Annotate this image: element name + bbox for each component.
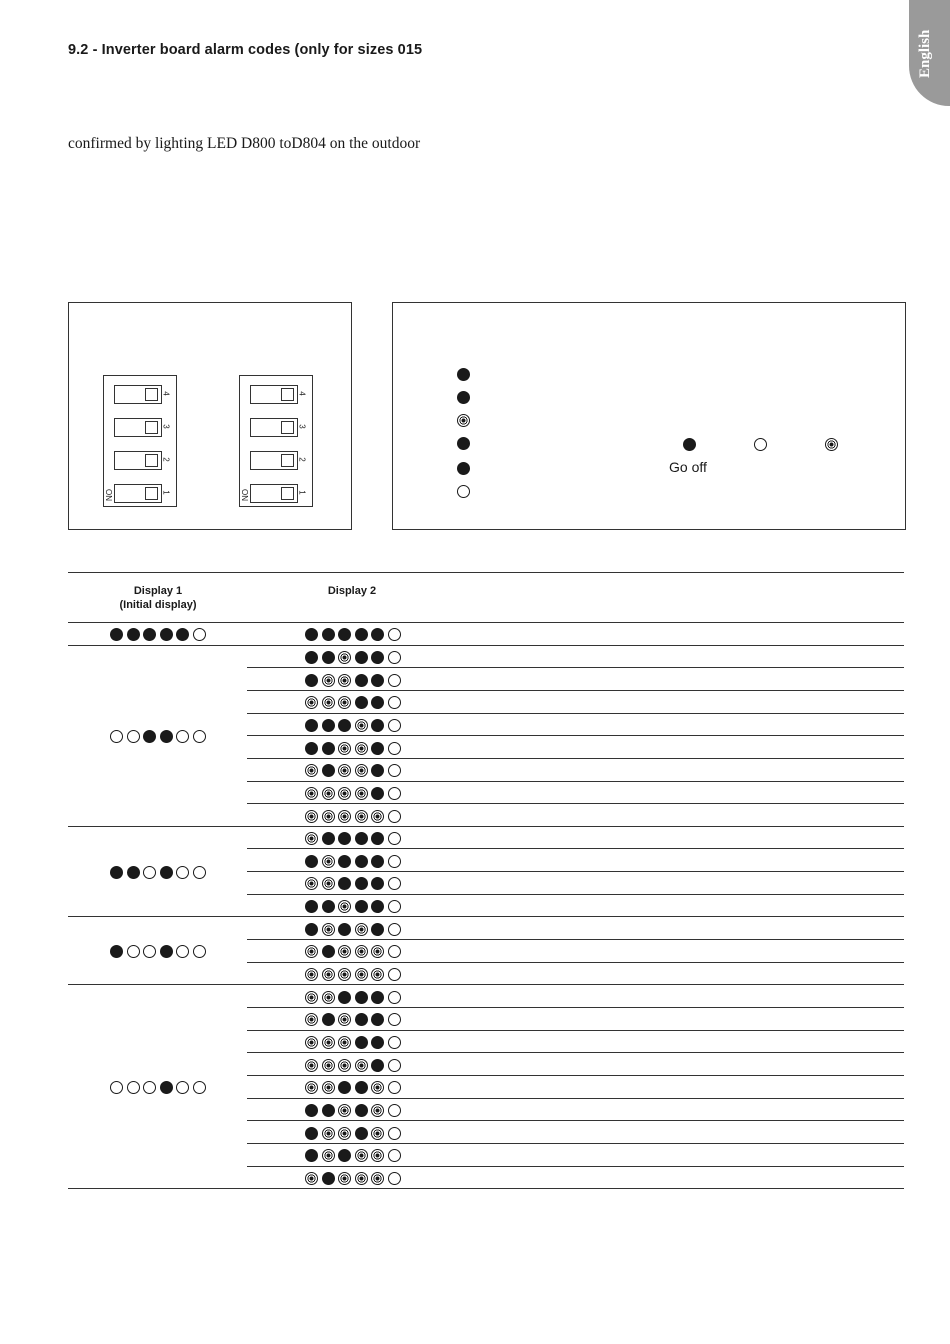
led-off-icon [143, 866, 156, 879]
led-blink-icon [355, 1172, 368, 1185]
led-on-icon [176, 628, 189, 641]
language-tab-label: English [917, 29, 933, 78]
led-blink-icon [338, 810, 351, 823]
led-off-icon [143, 1081, 156, 1094]
led-on-icon [355, 651, 368, 664]
led-on-icon [305, 1149, 318, 1162]
legend-led-6 [457, 483, 470, 501]
led-on-icon [338, 628, 351, 641]
table-group-rule [68, 1188, 904, 1189]
dip-switch-slot [114, 385, 162, 404]
display2-code [305, 1170, 401, 1184]
dip-switch-block-1 [103, 375, 177, 507]
led-on-icon [371, 1013, 384, 1026]
led-on-icon [160, 628, 173, 641]
led-off-icon [176, 866, 189, 879]
led-blink-icon [322, 1081, 335, 1094]
display2-code [305, 672, 401, 686]
dip-switch-slot [114, 484, 162, 503]
led-on-icon [143, 628, 156, 641]
led-on-icon [305, 1127, 318, 1140]
display2-code [305, 966, 401, 980]
led-blink-icon [305, 787, 318, 800]
led-blink-icon [322, 696, 335, 709]
dip-switch-block-2 [239, 375, 313, 507]
legend-key-on [683, 436, 696, 454]
led-on-icon [110, 866, 123, 879]
led-off-icon [110, 1081, 123, 1094]
legend-led-5 [457, 460, 470, 478]
led-off-icon [388, 923, 401, 936]
led-on-icon [110, 628, 123, 641]
led-on-icon [305, 674, 318, 687]
led-on-icon [371, 991, 384, 1004]
led-blink-icon [305, 1172, 318, 1185]
table-row-rule [247, 803, 904, 804]
led-off-icon [143, 945, 156, 958]
display2-code [305, 1079, 401, 1093]
legend-led-3 [457, 412, 470, 430]
led-on-icon [322, 764, 335, 777]
led-off-icon [388, 719, 401, 732]
table-row-rule [247, 871, 904, 872]
led-off-icon [388, 628, 401, 641]
led-on-icon [457, 462, 470, 475]
led-blink-icon [355, 764, 368, 777]
led-blink-icon [322, 1059, 335, 1072]
led-on-icon [355, 628, 368, 641]
led-on-icon [371, 719, 384, 732]
led-blink-icon [371, 1081, 384, 1094]
led-on-icon [322, 719, 335, 732]
display2-code [305, 1102, 401, 1116]
led-blink-icon [338, 968, 351, 981]
display2-code [305, 1057, 401, 1071]
led-on-icon [127, 866, 140, 879]
display1-header [88, 584, 228, 612]
led-on-icon [371, 628, 384, 641]
table-row-rule [247, 667, 904, 668]
dip-switch-slot [114, 418, 162, 437]
table-row-rule [247, 690, 904, 691]
display2-code [305, 875, 401, 889]
display2-code [305, 1034, 401, 1048]
led-on-icon [322, 1104, 335, 1117]
led-blink-icon [338, 1059, 351, 1072]
led-off-icon [193, 945, 206, 958]
led-off-icon [193, 1081, 206, 1094]
led-blink-icon [305, 1013, 318, 1026]
display1-header-title: Display 1 [133, 585, 183, 597]
led-on-icon [338, 855, 351, 868]
led-blink-icon [338, 764, 351, 777]
legend-key-off [754, 436, 767, 454]
led-blink-icon [355, 1149, 368, 1162]
table-group-rule [68, 984, 904, 985]
led-blink-icon [305, 764, 318, 777]
led-on-icon [371, 764, 384, 777]
led-on-icon [160, 945, 173, 958]
led-blink-icon [322, 991, 335, 1004]
led-on-icon [305, 628, 318, 641]
led-blink-icon [355, 742, 368, 755]
dip-switch-number: 4 [297, 391, 307, 396]
display2-code [305, 921, 401, 935]
display2-code [305, 1125, 401, 1139]
led-blink-icon [355, 1059, 368, 1072]
legend-led-2 [457, 389, 470, 407]
display1-code [110, 864, 206, 878]
table-row-rule [247, 1143, 904, 1144]
dip-switch-slot [250, 484, 298, 503]
led-blink-icon [322, 877, 335, 890]
led-on-icon [371, 877, 384, 890]
led-on-icon [683, 438, 696, 451]
led-on-icon [371, 923, 384, 936]
led-on-icon [338, 1081, 351, 1094]
led-blink-icon [305, 1036, 318, 1049]
legend-led-4 [457, 435, 470, 453]
led-off-icon [388, 1104, 401, 1117]
display1-code [110, 728, 206, 742]
led-off-icon [176, 730, 189, 743]
led-blink-icon [338, 696, 351, 709]
led-on-icon [338, 877, 351, 890]
dip-switch-number: 1 [161, 490, 171, 495]
legend-key-blink [825, 436, 838, 454]
led-blink-icon [322, 968, 335, 981]
led-on-icon [371, 651, 384, 664]
led-on-icon [160, 1081, 173, 1094]
led-blink-icon [355, 945, 368, 958]
display2-code [305, 762, 401, 776]
led-off-icon [457, 485, 470, 498]
led-off-icon [388, 1127, 401, 1140]
led-on-icon [143, 730, 156, 743]
dip-switch-knob [281, 487, 294, 500]
table-group-rule [68, 645, 904, 646]
led-on-icon [338, 832, 351, 845]
led-off-icon [388, 968, 401, 981]
led-blink-icon [355, 923, 368, 936]
led-off-icon [388, 900, 401, 913]
intro-text: confirmed by lighting LED D800 toD804 on the outdoor [68, 135, 421, 152]
display2-code [305, 785, 401, 799]
led-on-icon [355, 1036, 368, 1049]
led-blink-icon [371, 1104, 384, 1117]
led-off-icon [388, 787, 401, 800]
dip-switch-knob [281, 388, 294, 401]
led-on-icon [355, 1013, 368, 1026]
table-row-rule [247, 758, 904, 759]
led-off-icon [176, 1081, 189, 1094]
led-blink-icon [371, 968, 384, 981]
led-on-icon [305, 742, 318, 755]
dip-switch-knob [145, 388, 158, 401]
led-blink-icon [305, 810, 318, 823]
table-row-rule [247, 1075, 904, 1076]
dip-switch-number: 2 [161, 457, 171, 462]
led-on-icon [338, 1149, 351, 1162]
led-on-icon [322, 900, 335, 913]
led-off-icon [127, 945, 140, 958]
led-on-icon [355, 696, 368, 709]
led-on-icon [322, 628, 335, 641]
led-off-icon [193, 628, 206, 641]
led-off-icon [754, 438, 767, 451]
led-blink-icon [305, 832, 318, 845]
led-blink-icon [322, 810, 335, 823]
led-blink-icon [371, 1149, 384, 1162]
led-blink-icon [322, 1149, 335, 1162]
led-on-icon [371, 674, 384, 687]
dip-switch-knob [281, 454, 294, 467]
display1-code [110, 943, 206, 957]
led-off-icon [388, 651, 401, 664]
led-blink-icon [305, 1059, 318, 1072]
led-off-icon [127, 730, 140, 743]
led-on-icon [338, 991, 351, 1004]
led-off-icon [388, 1149, 401, 1162]
display2-code [305, 717, 401, 731]
table-row-rule [247, 1120, 904, 1121]
led-on-icon [305, 719, 318, 732]
display1-code [110, 626, 206, 640]
led-on-icon [305, 855, 318, 868]
led-off-icon [388, 1013, 401, 1026]
led-on-icon [355, 991, 368, 1004]
led-blink-icon [457, 414, 470, 427]
led-on-icon [371, 1059, 384, 1072]
led-blink-icon [305, 1081, 318, 1094]
led-on-icon [322, 651, 335, 664]
led-off-icon [110, 730, 123, 743]
led-blink-icon [338, 674, 351, 687]
table-row-rule [247, 848, 904, 849]
led-blink-icon [305, 991, 318, 1004]
led-blink-icon [338, 1172, 351, 1185]
led-on-icon [127, 628, 140, 641]
led-on-icon [371, 787, 384, 800]
led-blink-icon [338, 1036, 351, 1049]
display1-code [110, 1079, 206, 1093]
led-off-icon [388, 991, 401, 1004]
table-row-rule [247, 1030, 904, 1031]
led-blink-icon [322, 787, 335, 800]
table-row-rule [247, 1007, 904, 1008]
led-blink-icon [322, 1127, 335, 1140]
display1-header-subtitle: (Initial display) [119, 599, 197, 611]
led-blink-icon [338, 1104, 351, 1117]
led-on-icon [322, 742, 335, 755]
led-on-icon [457, 391, 470, 404]
led-blink-icon [305, 968, 318, 981]
dip-switch-number: 1 [297, 490, 307, 495]
led-on-icon [322, 832, 335, 845]
led-off-icon [388, 877, 401, 890]
language-tab [909, 0, 950, 106]
display2-code [305, 1147, 401, 1161]
led-on-icon [305, 923, 318, 936]
led-on-icon [371, 1036, 384, 1049]
table-group-rule [68, 622, 904, 623]
led-blink-icon [371, 945, 384, 958]
led-blink-icon [338, 900, 351, 913]
led-blink-icon [322, 1036, 335, 1049]
table-row-rule [247, 1052, 904, 1053]
led-on-icon [355, 900, 368, 913]
led-blink-icon [322, 923, 335, 936]
dip-switch-number: 3 [297, 424, 307, 429]
led-on-icon [355, 1081, 368, 1094]
table-row-rule [247, 962, 904, 963]
led-on-icon [160, 730, 173, 743]
table-group-rule [68, 916, 904, 917]
led-off-icon [388, 764, 401, 777]
dip-switch-number: 2 [297, 457, 307, 462]
table-top-rule [68, 572, 904, 573]
dip-switch-slot [250, 385, 298, 404]
table-group-rule [68, 826, 904, 827]
led-off-icon [388, 855, 401, 868]
section-heading: 9.2 - Inverter board alarm codes (only for sizes 015 [68, 42, 423, 58]
led-on-icon [305, 1104, 318, 1117]
led-on-icon [322, 1172, 335, 1185]
table-row-rule [247, 735, 904, 736]
display2-code [305, 943, 401, 957]
led-blink-icon [338, 742, 351, 755]
led-on-icon [355, 674, 368, 687]
led-on-icon [322, 945, 335, 958]
led-blink-icon [355, 810, 368, 823]
led-on-icon [457, 368, 470, 381]
dip-switch-knob [145, 454, 158, 467]
led-blink-icon [322, 674, 335, 687]
led-on-icon [355, 1127, 368, 1140]
dip-switch-slot [114, 451, 162, 470]
display2-code [305, 853, 401, 867]
led-on-icon [457, 437, 470, 450]
dip-switch-knob [145, 421, 158, 434]
led-legend-panel [392, 302, 906, 530]
led-blink-icon [338, 651, 351, 664]
led-on-icon [355, 855, 368, 868]
led-off-icon [176, 945, 189, 958]
led-on-icon [355, 832, 368, 845]
table-row-rule [247, 939, 904, 940]
dip-switch-number: 3 [161, 424, 171, 429]
led-blink-icon [338, 1013, 351, 1026]
dip-switch-knob [145, 487, 158, 500]
led-blink-icon [371, 1127, 384, 1140]
led-on-icon [371, 742, 384, 755]
led-off-icon [388, 674, 401, 687]
led-blink-icon [371, 810, 384, 823]
led-off-icon [127, 1081, 140, 1094]
led-blink-icon [338, 787, 351, 800]
led-blink-icon [305, 945, 318, 958]
led-on-icon [355, 1104, 368, 1117]
led-off-icon [193, 866, 206, 879]
display2-code [305, 989, 401, 1003]
led-blink-icon [338, 1127, 351, 1140]
led-blink-icon [305, 877, 318, 890]
led-on-icon [305, 651, 318, 664]
led-blink-icon [355, 719, 368, 732]
display2-code [305, 626, 401, 640]
dip-switch-slot [250, 418, 298, 437]
display2-code [305, 1011, 401, 1025]
led-on-icon [371, 696, 384, 709]
table-row-rule [247, 713, 904, 714]
led-off-icon [388, 810, 401, 823]
display2-code [305, 694, 401, 708]
table-row-rule [247, 1098, 904, 1099]
led-on-icon [371, 832, 384, 845]
legend-led-1 [457, 366, 470, 384]
table-row-rule [247, 1166, 904, 1167]
led-off-icon [388, 1036, 401, 1049]
led-on-icon [338, 719, 351, 732]
led-blink-icon [305, 696, 318, 709]
table-row-rule [247, 781, 904, 782]
led-on-icon [322, 1013, 335, 1026]
led-off-icon [388, 1081, 401, 1094]
table-row-rule [247, 894, 904, 895]
display2-header: Display 2 [327, 585, 377, 597]
display2-code [305, 898, 401, 912]
led-blink-icon [355, 787, 368, 800]
led-on-icon [110, 945, 123, 958]
led-on-icon [160, 866, 173, 879]
led-on-icon [355, 877, 368, 890]
led-blink-icon [322, 855, 335, 868]
led-off-icon [388, 1059, 401, 1072]
led-on-icon [338, 923, 351, 936]
dip-switch-panel [68, 302, 352, 530]
go-off-label: Go off [669, 459, 707, 475]
led-on-icon [371, 855, 384, 868]
led-off-icon [388, 742, 401, 755]
led-off-icon [388, 1172, 401, 1185]
led-blink-icon [371, 1172, 384, 1185]
dip-switch-on-label: ON [104, 489, 113, 501]
led-off-icon [193, 730, 206, 743]
display2-code [305, 740, 401, 754]
dip-switch-knob [281, 421, 294, 434]
led-off-icon [388, 696, 401, 709]
led-blink-icon [338, 945, 351, 958]
led-on-icon [371, 900, 384, 913]
led-off-icon [388, 832, 401, 845]
display2-code [305, 808, 401, 822]
dip-switch-on-label: ON [240, 489, 249, 501]
led-blink-icon [825, 438, 838, 451]
display2-code [305, 649, 401, 663]
led-on-icon [305, 900, 318, 913]
led-off-icon [388, 945, 401, 958]
dip-switch-number: 4 [161, 391, 171, 396]
display2-code [305, 830, 401, 844]
dip-switch-slot [250, 451, 298, 470]
led-blink-icon [355, 968, 368, 981]
